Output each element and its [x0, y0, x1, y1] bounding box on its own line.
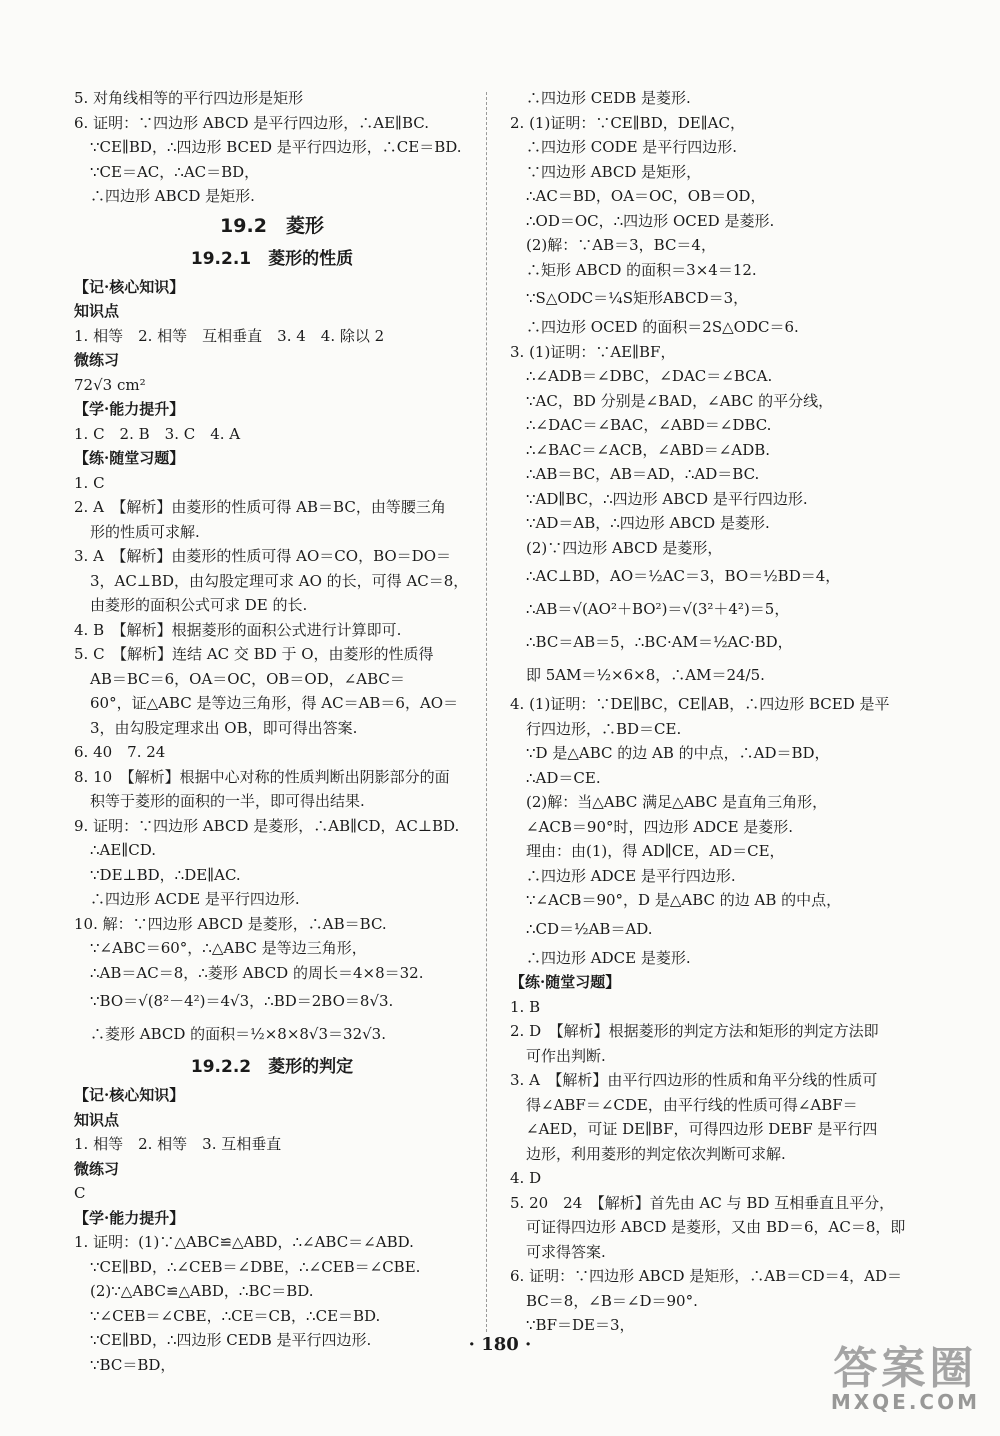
answer-line: ∴四边形 ABCD 是矩形.	[90, 187, 255, 205]
answer-line: ∵BO＝√(8²－4²)＝4√3，∴BD＝2BO＝8√3.	[90, 992, 394, 1010]
answer-line: ∴矩形 ABCD 的面积＝3×4＝12.	[526, 260, 757, 279]
answer-line: ∴AB＝BC，AB＝AD，∴AD＝BC.	[526, 465, 760, 483]
answer-line: C	[74, 1184, 86, 1202]
answer-line: ∴四边形 ADCE 是平行四边形.	[526, 866, 736, 885]
left-column	[74, 86, 470, 1377]
category-label: 【记·核心知识】	[74, 1086, 185, 1104]
answer-line: 2. D 【解析】根据菱形的判定方法和矩形的判定方法即	[510, 1022, 879, 1040]
answer-line: 3. A 【解析】由平行四边形的性质和角平分线的性质可	[510, 1071, 878, 1089]
answer-line: ∵四边形 ABCD 是矩形，	[526, 162, 702, 181]
category-label: 知识点	[74, 1110, 120, 1129]
answer-line: ∴四边形 CEDB 是菱形.	[526, 89, 691, 107]
answer-line: (2)∵四边形 ABCD 是菱形，	[526, 538, 723, 557]
answer-line: ∵DE⊥BD，∴DE∥AC.	[90, 865, 241, 884]
answer-line: ∵∠CEB＝∠CBE，∴CE＝CB，∴CE＝BD.	[90, 1306, 381, 1325]
answer-line: ∴AD＝CE.	[526, 768, 601, 787]
answer-line: 5. 对角线相等的平行四边形是矩形	[74, 89, 304, 107]
answer-line: 可作出判断.	[526, 1046, 606, 1065]
answer-line: 6. 证明：∵四边形 ABCD 是平行四边形，∴AE∥BC.	[74, 113, 429, 132]
answer-line: ∴AC＝BD，OA＝OC，OB＝OD，	[526, 187, 766, 205]
answer-line: ∵BC＝BD，	[90, 1355, 176, 1374]
answer-line: ∴四边形 OCED 的面积＝2S△ODC＝6.	[526, 318, 799, 336]
answer-line: ∵S△ODC＝¼S矩形ABCD＝3，	[526, 289, 749, 307]
answer-line: AB＝BC＝6，OA＝OC，OB＝OD，∠ABC＝	[90, 669, 405, 688]
answer-line: 9. 证明：∵四边形 ABCD 是菱形，∴AB∥CD，AC⊥BD.	[74, 816, 460, 835]
answer-line: ∴四边形 ADCE 是菱形.	[526, 948, 691, 967]
watermark-logo	[831, 1332, 980, 1414]
answer-line: 3，由勾股定理求出 OB，即可得出答案.	[90, 718, 358, 737]
answer-line: 1. C 2. B 3. C 4. A	[74, 424, 241, 443]
answer-line: 6. 证明：∵四边形 ABCD 是矩形，∴AB＝CD＝4，AD＝	[510, 1267, 903, 1285]
answer-line: ∵BF＝DE＝3，	[526, 1316, 635, 1334]
answer-line: ∵CE∥BD，∴四边形 BCED 是平行四边形，∴CE＝BD.	[90, 138, 462, 156]
answer-line: (2)∵△ABC≌△ABD，∴BC＝BD.	[90, 1282, 314, 1300]
answer-line: ∵AD∥BC，∴四边形 ABCD 是平行四边形.	[526, 489, 808, 508]
answer-line: 6. 40 7. 24	[74, 743, 166, 761]
answer-line: 72√3 cm²	[74, 375, 146, 394]
answer-line: 1. C	[74, 473, 105, 492]
answer-line: 4. D	[510, 1169, 542, 1187]
answer-line: ∴AB＝AC＝8，∴菱形 ABCD 的周长＝4×8＝32.	[90, 963, 424, 982]
answer-line: 由菱形的面积公式可求 DE 的长.	[90, 596, 308, 614]
answer-line: 1. 相等 2. 相等 3. 互相垂直	[74, 1135, 282, 1153]
watermark-sub: MXQE.COM	[830, 1390, 980, 1414]
answer-line: ∴AC⊥BD，AO＝½AC＝3，BO＝½BD＝4，	[526, 567, 841, 585]
answer-line: 理由：由(1)，得 AD∥CE，AD＝CE，	[526, 842, 785, 860]
answer-line: ∵∠ACB＝90°，D 是△ABC 的边 AB 的中点，	[526, 891, 842, 909]
answer-line: ∴菱形 ABCD 的面积＝½×8×8√3＝32√3.	[90, 1025, 386, 1043]
answer-line: 即 5AM＝½×6×8，∴AM＝24/5.	[526, 666, 765, 684]
answer-line: ∴四边形 ACDE 是平行四边形.	[90, 890, 300, 908]
answer-line: 10. 解：∵四边形 ABCD 是菱形，∴AB＝BC.	[74, 914, 387, 933]
answer-line: ∴四边形 CODE 是平行四边形.	[526, 138, 738, 156]
answer-line: 积等于菱形的面积的一半，即可得出结果.	[90, 792, 365, 810]
answer-line: 可求得答案.	[526, 1242, 606, 1261]
category-label: 微练习	[74, 1159, 120, 1178]
answer-line: ∴∠BAC＝∠ACB，∠ABD＝∠ADB.	[526, 440, 771, 459]
column-divider	[486, 92, 487, 1332]
answer-line: BC＝8，∠B＝∠D＝90°.	[526, 1291, 698, 1310]
answer-line: 1. 证明：(1)∵△ABC≌△ABD，∴∠ABC＝∠ABD.	[74, 1233, 414, 1251]
answer-line: 1. B	[510, 997, 541, 1016]
answer-line: ∵AC，BD 分别是∠BAD，∠ABC 的平分线，	[526, 391, 834, 410]
answer-line: 形的性质可求解.	[90, 522, 200, 541]
answer-line: 4. (1)证明：∵DE∥BC，CE∥AB，∴四边形 BCED 是平	[510, 695, 890, 713]
answer-line: 2. (1)证明：∵CE∥BD，DE∥AC，	[510, 113, 745, 132]
answer-line: ∵AD＝AB，∴四边形 ABCD 是菱形.	[526, 514, 770, 532]
answer-line: ∠AED，可证 DE∥BF，可得四边形 DEBF 是平行四	[526, 1120, 878, 1138]
answer-line: (2)解：∵AB＝3，BC＝4，	[526, 236, 716, 254]
answer-line: 3. A 【解析】由菱形的性质可得 AO＝CO，BO＝DO＝	[74, 547, 452, 565]
answer-line: 8. 10 【解析】根据中心对称的性质判断出阴影部分的面	[74, 767, 450, 786]
category-label: 知识点	[74, 302, 120, 320]
category-label: 【练·随堂习题】	[74, 449, 185, 467]
answer-line: ∴OD＝OC，∴四边形 OCED 是菱形.	[526, 211, 775, 230]
answer-line: 2. A 【解析】由菱形的性质可得 AB＝BC，由等腰三角	[74, 498, 446, 516]
subsection-heading: 19.2.1 菱形的性质	[190, 248, 354, 269]
answer-line: 1. 相等 2. 相等 互相垂直 3. 4 4. 除以 2	[74, 326, 385, 345]
answer-line: 得∠ABF＝∠CDE，由平行线的性质可得∠ABF＝	[526, 1095, 858, 1114]
answer-line: 可证得四边形 ABCD 是菱形，又由 BD＝6，AC＝8，即	[526, 1218, 906, 1236]
answer-line: ∵D 是△ABC 的边 AB 的中点，∴AD＝BD，	[526, 744, 830, 762]
category-label: 【学·能力提升】	[74, 1208, 185, 1227]
right-column	[510, 86, 906, 1338]
subsection-heading: 19.2.2 菱形的判定	[190, 1057, 354, 1077]
answer-line: ∵CE∥BD，∴四边形 CEDB 是平行四边形.	[90, 1331, 372, 1349]
category-label: 【记·核心知识】	[74, 277, 185, 296]
category-label: 【学·能力提升】	[74, 400, 185, 418]
answer-line: 5. 20 24 【解析】首先由 AC 与 BD 互相垂直且平分，	[510, 1193, 895, 1212]
answer-line: ∴AB＝√(AO²＋BO²)＝√(3²＋4²)＝5，	[526, 600, 790, 618]
answer-line: (2)解：当△ABC 满足△ABC 是直角三角形，	[526, 793, 828, 811]
answer-line: 3. (1)证明：∵AE∥BF，	[510, 342, 676, 361]
answer-line: 4. B 【解析】根据菱形的面积公式进行计算即可.	[74, 620, 402, 639]
answer-line: ∵∠ABC＝60°，∴△ABC 是等边三角形，	[90, 939, 367, 957]
answer-line: ∴BC＝AB＝5，∴BC·AM＝½AC·BD，	[526, 633, 793, 651]
answer-line: 行四边形，∴BD＝CE.	[526, 719, 682, 738]
answer-line: ∴∠DAC＝∠BAC，∠ABD＝∠DBC.	[526, 416, 772, 434]
answer-line: ∴∠ADB＝∠DBC，∠DAC＝∠BCA.	[526, 367, 773, 385]
answer-line: ∵CE＝AC，∴AC＝BD，	[90, 162, 260, 181]
answer-line: 60°，证△ABC 是等边三角形，得 AC＝AB＝6，AO＝	[90, 694, 459, 712]
answer-line: 3，AC⊥BD，由勾股定理可求 AO 的长，可得 AC＝8，	[90, 571, 469, 590]
answer-line: ∠ACB＝90°时，四边形 ADCE 是菱形.	[526, 817, 794, 836]
category-label: 微练习	[74, 351, 120, 369]
answer-line: ∵CE∥BD，∴∠CEB＝∠DBE，∴∠CEB＝∠CBE.	[90, 1257, 421, 1276]
answer-line: 5. C 【解析】连结 AC 交 BD 于 O，由菱形的性质得	[74, 645, 434, 663]
section-heading: 19.2 菱形	[220, 214, 324, 237]
answer-line: 边形，利用菱形的判定依次判断可求解.	[526, 1144, 786, 1163]
answer-line: ∴CD＝½AB＝AD.	[526, 919, 653, 938]
watermark-main: 答案圈	[833, 1343, 978, 1394]
category-label: 【练·随堂习题】	[510, 973, 621, 991]
answer-line: ∴AE∥CD.	[90, 841, 156, 859]
page-number: · 180 ·	[468, 1334, 532, 1355]
